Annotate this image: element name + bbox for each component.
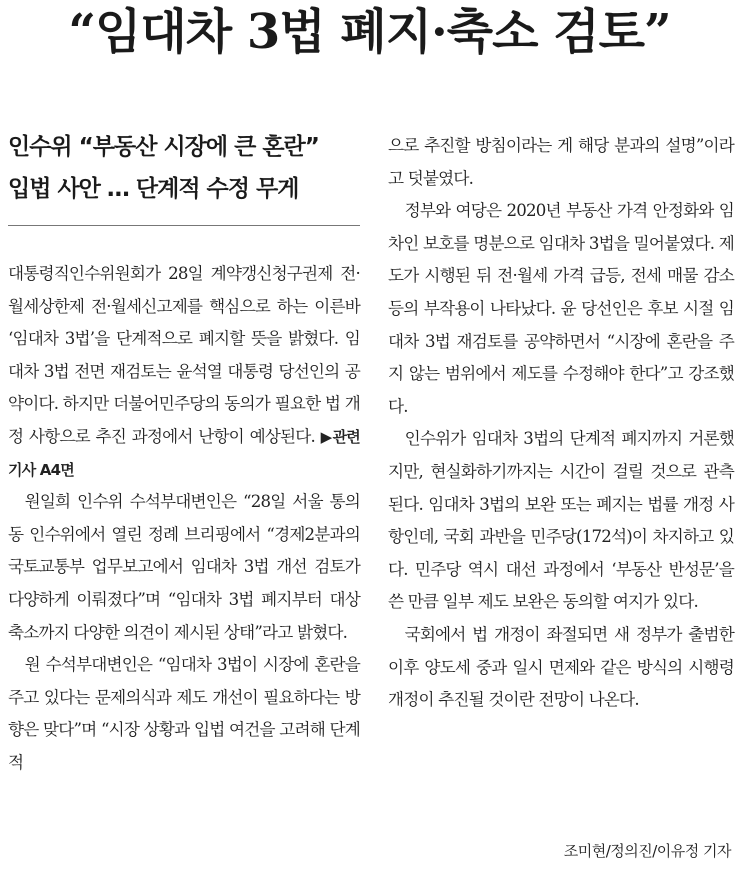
byline: 조미현/정의진/이유정 기자 [563,842,731,860]
paragraph-5: 인수위가 임대차 3법의 단계적 폐지까지 거론했지만, 현실화하기까지는 시간이 걸릴 것으로 관측된다. 임대차 3법의 보완 또는 폐지는 법률 개정 사항인데, 국회 과반을 민주당(172석)이 차지하고 있다. 민주당 역시 대선 과정에서 ‘부동산 반성문’을 쓴 만큼 일부 제도 보완은 동의할 여지가 있다. [388,429,734,612]
paragraph-1 [8,258,360,486]
headline: “임대차 3법 폐지·축소 검토” [68,4,671,60]
paragraph-3-right: 으로 추진할 방침이라는 게 해당 분과의 설명”이라고 덧붙였다. [388,136,734,188]
paragraph-1-text: 대통령직인수위원회가 28일 계약갱신청구권제 전·월세상한제 전·월세신고제를 핵심으로 하는 이른바 ‘임대차 3법’을 단계적으로 폐지할 뜻을 밝혔다. 임대차 3법 전면 재검토는 윤석열 대통령 당선인의 공약이다. 하지만 더불어민주당의 동의가 필요한 법 개정 사항으로 추진 과정에서 난항이 예상된다. [8,264,360,446]
divider [8,225,360,226]
article-column-right [388,130,734,717]
paragraph-4: 정부와 여당은 2020년 부동산 가격 안정화와 임차인 보호를 명분으로 임대차 3법을 밀어붙였다. 제도가 시행된 뒤 전·월세 가격 급등, 전세 매물 감소 등의 부작용이 나타났다. 윤 당선인은 후보 시절 임대차 3법 재검토를 공약하면서 “시장에 혼란을 주지 않는 범위에서 제도를 수정해야 한다”고 강조했다. [388,201,734,416]
subheadline-line1: 인수위 “부동산 시장에 큰 혼란” [8,134,319,160]
article-column-left [8,258,360,780]
subheadline [8,126,360,210]
subheadline-line2: 입법 사안 … 단계적 수정 무게 [8,176,299,202]
paragraph-6: 국회에서 법 개정이 좌절되면 새 정부가 출범한 이후 양도세 중과 일시 면제와 같은 방식의 시행령 개정이 추진될 것이란 전망이 나온다. [388,624,734,710]
paragraph-3-left: 원 수석부대변인은 “임대차 3법이 시장에 혼란을 주고 있다는 문제의식과 제도 개선이 필요하다는 방향은 맞다”며 “시장 상황과 입법 여건을 고려해 단계적 [8,655,360,772]
paragraph-2: 원일희 인수위 수석부대변인은 “28일 서울 통의동 인수위에서 열린 정례 브리핑에서 “경제2분과의 국토교통부 업무보고에서 임대차 3법 개선 검토가 다양하게 이뤄졌다”며 “임대차 3법 폐지부터 대상 축소까지 다양한 의견이 제시된 상태”라고 밝혔다. [8,492,360,642]
related-article-link[interactable]: ▶관련기사 A4면 [8,427,360,479]
